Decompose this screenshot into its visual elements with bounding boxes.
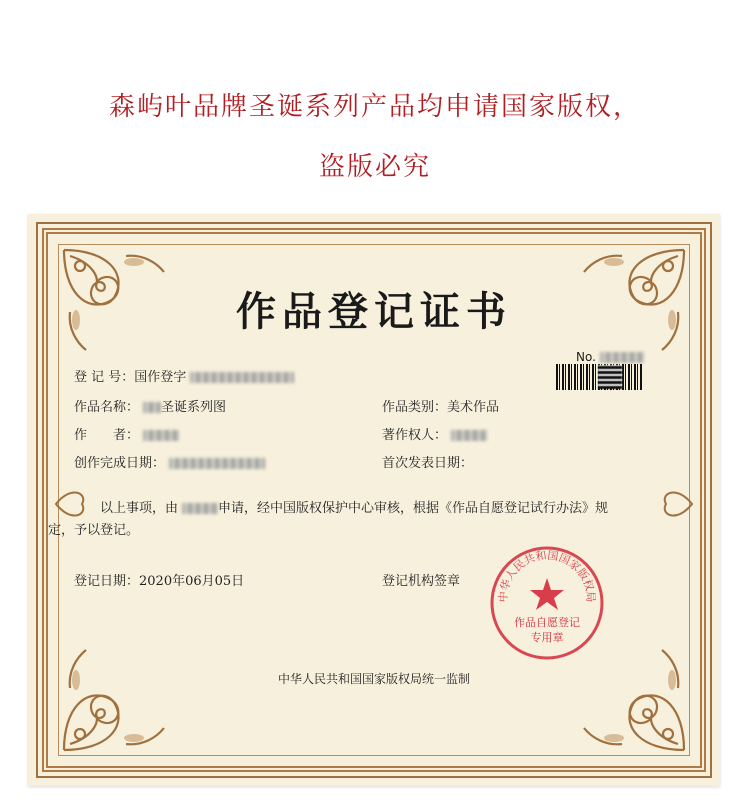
redacted-text	[451, 430, 487, 441]
banner-line-2: 盗版必究	[318, 152, 431, 182]
work-type-label: 作品类别：	[382, 400, 448, 415]
banner-line-1: 森屿叶品牌圣诞系列产品均申请国家版权，	[108, 92, 641, 122]
redacted-text	[143, 402, 161, 413]
redacted-text	[143, 430, 179, 441]
certificate-footer: 中华人民共和国国家版权局统一监制	[277, 672, 470, 686]
work-type	[382, 396, 499, 415]
seal-center-line-1: 作品自愿登记	[514, 616, 580, 629]
seal-ring-text: 中华人民共和国国家版权局	[496, 548, 598, 603]
redacted-text	[169, 458, 265, 469]
copyright-owner	[382, 424, 487, 443]
certificate-title: 作品登记证书	[236, 288, 512, 335]
completion-date	[74, 452, 265, 471]
registration-number	[74, 366, 294, 385]
serial-number-label: No.	[576, 350, 644, 364]
copyright-owner-label: 著作权人：	[382, 428, 448, 443]
work-type-value: 美术作品	[447, 400, 500, 415]
author-label: 作 者：	[74, 428, 140, 443]
work-name-label: 作品名称：	[74, 400, 140, 415]
registration-date-label: 登记日期：	[74, 574, 140, 589]
certificate	[28, 214, 720, 786]
work-name	[74, 396, 226, 415]
certificate-paragraph: 以上事项，由 申请，经中国版权保护中心审核，根据《作品自愿登记试行办法》规 定，予以登记。	[48, 501, 609, 538]
registration-number-value: 国作登字	[134, 370, 187, 385]
author	[74, 424, 179, 443]
seal-star-icon	[530, 578, 564, 610]
official-seal-stamp	[488, 544, 606, 662]
first-publish-label: 首次发表日期：	[382, 456, 474, 471]
redacted-text	[190, 372, 294, 383]
completion-date-label: 创作完成日期：	[74, 456, 166, 471]
corner-ornament-icon	[46, 638, 176, 768]
registration-number-label: 登 记 号：	[74, 370, 135, 385]
seal-label: 登记机构签章	[382, 574, 461, 589]
registration-date-value: 2020年06月05日	[139, 574, 245, 589]
registration-date	[74, 570, 244, 589]
qr-code-icon	[598, 365, 622, 389]
seal-center-line-2: 专用章	[530, 631, 564, 644]
redacted-text	[182, 503, 218, 514]
first-publish-date	[382, 452, 473, 471]
work-name-value: 圣诞系列图	[161, 400, 227, 415]
